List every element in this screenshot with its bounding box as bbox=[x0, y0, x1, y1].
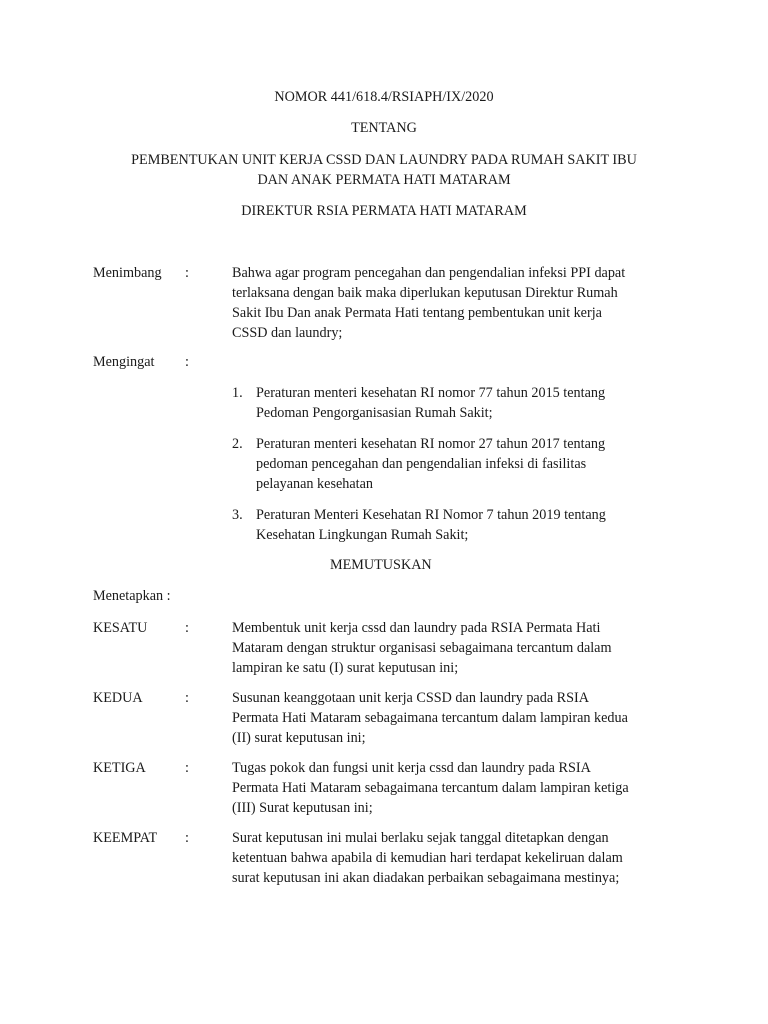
kedua-colon: : bbox=[185, 690, 189, 706]
text-line: CSSD dan laundry; bbox=[232, 325, 343, 341]
menimbang-label: Menimbang bbox=[93, 265, 162, 281]
mengingat-item-1 bbox=[256, 383, 605, 423]
text-line: lampiran ke satu (I) surat keputusan ini; bbox=[232, 660, 459, 676]
text-line: Mataram dengan struktur organisasi sebagaimana tercantum dalam bbox=[232, 640, 612, 656]
ketiga-colon: : bbox=[185, 760, 189, 776]
tentang-heading: TENTANG bbox=[351, 120, 417, 136]
ketiga-label: KETIGA bbox=[93, 760, 146, 776]
kesatu-colon: : bbox=[185, 620, 189, 636]
text-line: ketentuan bahwa apabila di kemudian hari terdapat kekeliruan dalam bbox=[232, 850, 623, 866]
list-number: 3. bbox=[232, 507, 243, 523]
text-line: Bahwa agar program pencegahan dan pengendalian infeksi PPI dapat bbox=[232, 265, 626, 281]
text-line: Tugas pokok dan fungsi unit kerja cssd dan laundry pada RSIA bbox=[232, 760, 591, 776]
issuer-heading: DIREKTUR RSIA PERMATA HATI MATARAM bbox=[241, 203, 527, 219]
menetapkan-label: Menetapkan : bbox=[93, 588, 171, 604]
text-line: surat keputusan ini akan diadakan perbaikan sebagaimana mestinya; bbox=[232, 870, 620, 886]
kesatu-label: KESATU bbox=[93, 620, 148, 636]
text-line: Surat keputusan ini mulai berlaku sejak tanggal ditetapkan dengan bbox=[232, 830, 609, 846]
text-line: (III) Surat keputusan ini; bbox=[232, 800, 373, 816]
decree-number: NOMOR 441/618.4/RSIAPH/IX/2020 bbox=[274, 89, 494, 105]
text-line: Kesehatan Lingkungan Rumah Sakit; bbox=[256, 527, 469, 543]
keempat-text bbox=[232, 828, 672, 888]
text-line: Sakit Ibu Dan anak Permata Hati tentang pembentukan unit kerja bbox=[232, 305, 602, 321]
text-line: Membentuk unit kerja cssd dan laundry pada RSIA Permata Hati bbox=[232, 620, 601, 636]
keempat-label: KEEMPAT bbox=[93, 830, 158, 846]
text-line: pelayanan kesehatan bbox=[256, 476, 373, 492]
ketiga-text bbox=[232, 758, 672, 818]
memutuskan-heading: MEMUTUSKAN bbox=[330, 557, 432, 573]
subject-line-2: DAN ANAK PERMATA HATI MATARAM bbox=[257, 172, 511, 188]
text-line: pedoman pencegahan dan pengendalian infeksi di fasilitas bbox=[256, 456, 587, 472]
mengingat-colon: : bbox=[185, 354, 189, 370]
text-line: Susunan keanggotaan unit kerja CSSD dan laundry pada RSIA bbox=[232, 690, 589, 706]
keempat-colon: : bbox=[185, 830, 189, 846]
kesatu-text bbox=[232, 618, 672, 678]
mengingat-item-3 bbox=[256, 505, 606, 545]
kedua-text bbox=[232, 688, 672, 748]
subject-line-1: PEMBENTUKAN UNIT KERJA CSSD DAN LAUNDRY PADA RUMAH SAKIT IBU bbox=[131, 152, 637, 168]
menimbang-text bbox=[232, 263, 672, 343]
text-line: Pedoman Pengorganisasian Rumah Sakit; bbox=[256, 405, 493, 421]
text-line: Peraturan menteri kesehatan RI nomor 77 tahun 2015 tentang bbox=[256, 385, 606, 401]
list-number: 1. bbox=[232, 385, 243, 401]
kedua-label: KEDUA bbox=[93, 690, 143, 706]
menimbang-colon: : bbox=[185, 265, 189, 281]
list-number: 2. bbox=[232, 436, 243, 452]
mengingat-item-2 bbox=[256, 434, 605, 494]
text-line: Peraturan menteri kesehatan RI nomor 27 tahun 2017 tentang bbox=[256, 436, 606, 452]
mengingat-label: Mengingat bbox=[93, 354, 155, 370]
text-line: Permata Hati Mataram sebagaimana tercantum dalam lampiran kedua bbox=[232, 710, 628, 726]
text-line: (II) surat keputusan ini; bbox=[232, 730, 366, 746]
text-line: terlaksana dengan baik maka diperlukan keputusan Direktur Rumah bbox=[232, 285, 618, 301]
text-line: Peraturan Menteri Kesehatan RI Nomor 7 tahun 2019 tentang bbox=[256, 507, 606, 523]
text-line: Permata Hati Mataram sebagaimana tercantum dalam lampiran ketiga bbox=[232, 780, 629, 796]
